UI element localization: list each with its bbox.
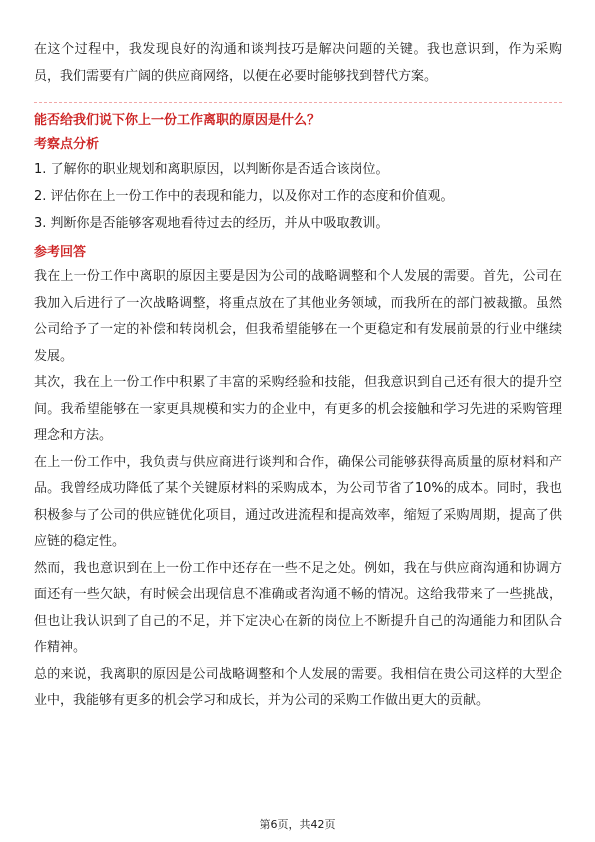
analysis-item: 3. 判断你是否能够客观地看待过去的经历，并从中吸取教训。 bbox=[34, 216, 389, 231]
answer-paragraph: 其次，我在上一份工作中积累了丰富的采购经验和技能，但我意识到自己还有很大的提升空间。我希望能够在一家更具规模和实力的企业中，有更多的机会接触和学习先进的采购管理理念和方法。 bbox=[34, 375, 562, 443]
intro-paragraph: 在这个过程中，我发现良好的沟通和谈判技巧是解决问题的关键。我也意识到，作为采购员，我们需要有广阔的供应商网络，以便在必要时能够找到替代方案。 bbox=[34, 42, 562, 84]
analysis-item: 1. 了解你的职业规划和离职原因，以判断你是否适合该岗位。 bbox=[34, 162, 389, 177]
answer-paragraph: 然而，我也意识到在上一份工作中还存在一些不足之处。例如，我在与供应商沟通和协调方面还有一些欠缺，有时候会出现信息不准确或者沟通不畅的情况。这给我带来了一些挑战，但也让我认识到了自己的不足，并下定决心在新的岗位上不断提升自己的沟通能力和团队合作精神。 bbox=[34, 560, 562, 655]
section-divider bbox=[34, 102, 562, 103]
page-content bbox=[34, 37, 562, 715]
answer-paragraph: 我在上一份工作中离职的原因主要是因为公司的战略调整和个人发展的需要。首先，公司在我加入后进行了一次战略调整，将重点放在了其他业务领域，而我所在的部门被裁撤。虽然公司给予了一定的补偿和转岗机会，但我希望能够在一个更稳定和有发展前景的行业中继续发展。 bbox=[34, 269, 562, 364]
answer-paragraph: 在上一份工作中，我负责与供应商进行谈判和合作，确保公司能够获得高质量的原材料和产品。我曾经成功降低了某个关键原材料的采购成本，为公司节省了10%的成本。同时，我也积极参与了公司的供应链优化项目，通过改进流程和提高效率，缩短了采购周期，提高了供应链的稳定性。 bbox=[34, 454, 562, 549]
answer-heading: 参考回答 bbox=[34, 245, 87, 260]
analysis-item: 2. 评估你在上一份工作中的表现和能力，以及你对工作的态度和价值观。 bbox=[34, 189, 454, 204]
answer-paragraph: 总的来说，我离职的原因是公司战略调整和个人发展的需要。我相信在贵公司这样的大型企业中，我能够有更多的机会学习和成长，并为公司的采购工作做出更大的贡献。 bbox=[34, 666, 562, 708]
page-number: 第6页，共42页 bbox=[259, 818, 336, 831]
question-title: 能否给我们说下你上一份工作离职的原因是什么？ bbox=[34, 113, 321, 128]
analysis-heading: 考察点分析 bbox=[34, 137, 100, 152]
